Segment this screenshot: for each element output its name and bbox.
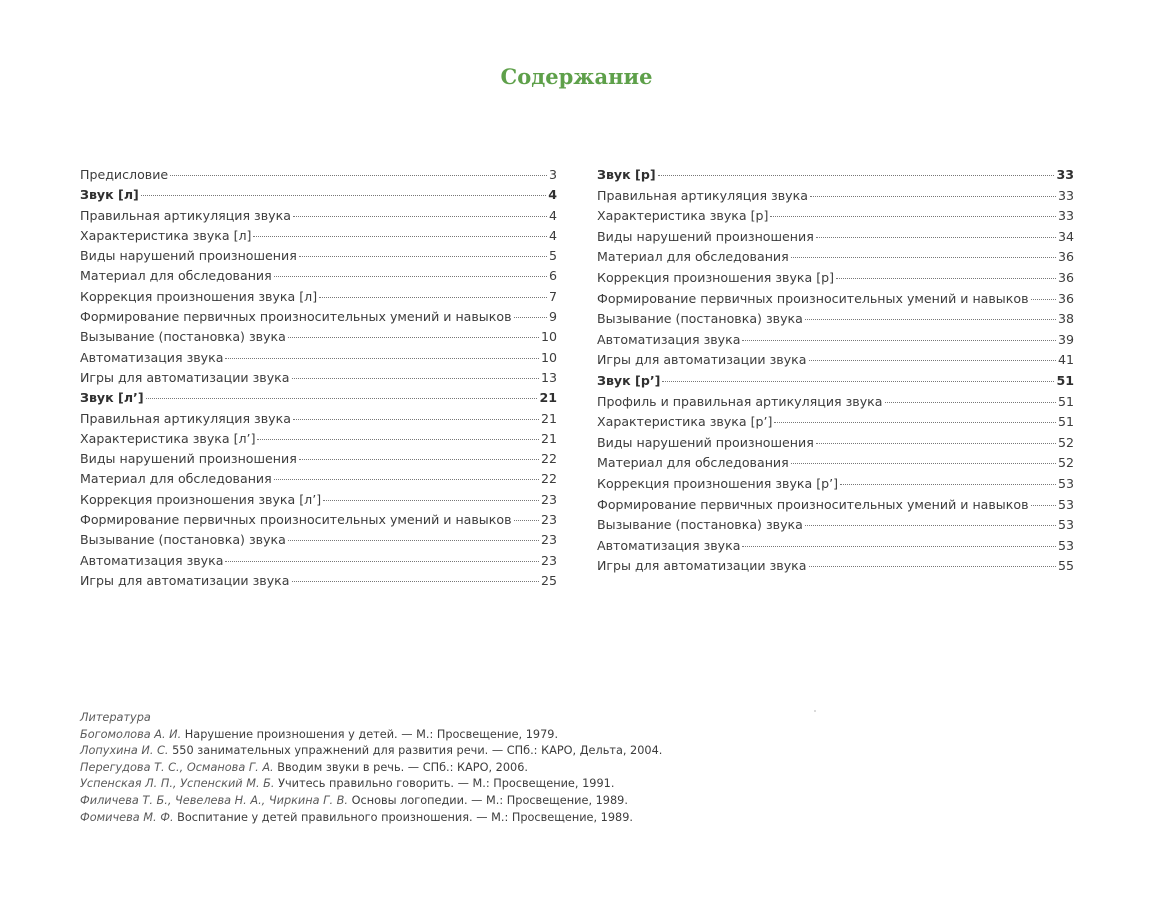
bibliography-author: Богомолова А. И. <box>80 727 182 741</box>
toc-entry-page-number: 34 <box>1057 228 1074 244</box>
toc-entry[interactable] <box>597 206 1074 227</box>
toc-dot-leader <box>658 175 1055 176</box>
toc-dot-leader <box>810 196 1056 197</box>
toc-entry-title: Звук [р] <box>597 167 656 182</box>
toc-entry-title: Игры для автоматизации звука <box>597 352 807 368</box>
toc-entry[interactable] <box>80 266 557 286</box>
toc-entry-page-number: 4 <box>548 187 557 203</box>
bibliography-entry <box>80 793 780 810</box>
toc-entry-page-number: 36 <box>1057 269 1074 285</box>
toc-entry-page-number: 52 <box>1057 455 1074 471</box>
toc-entry-title: Коррекция произношения звука [р] <box>597 269 835 285</box>
toc-entry-title: Формирование первичных произносительных умений и навыков <box>597 496 1029 512</box>
toc-entry-page-number: 22 <box>540 471 557 487</box>
toc-entry[interactable] <box>597 227 1074 248</box>
toc-dot-leader <box>1031 505 1056 506</box>
toc-entry-title: Коррекция произношения звука [р’] <box>597 475 839 491</box>
toc-entry-title: Материал для обследования <box>80 268 272 284</box>
toc-entry-page-number: 38 <box>1057 311 1074 327</box>
toc-entry-page-number: 10 <box>540 329 557 345</box>
bibliography-citation: 550 занимательных упражнений для развития речи. — СПб.: КАРО, Дельта, 2004. <box>168 744 663 758</box>
toc-entry[interactable] <box>80 327 557 347</box>
bibliography-entry <box>80 727 780 744</box>
toc-entry-page-number: 51 <box>1056 372 1074 388</box>
toc-entry-page-number: 4 <box>548 207 557 223</box>
toc-entry-page-number: 33 <box>1057 208 1074 224</box>
toc-entry-title: Характеристика звука [л’] <box>80 430 256 446</box>
toc-dot-leader <box>274 276 547 277</box>
bibliography-author: Успенская Л. П., Успенский М. Б. <box>80 777 275 791</box>
toc-entry[interactable] <box>80 409 557 429</box>
toc-entry[interactable] <box>80 246 557 266</box>
toc-entry[interactable] <box>80 551 557 571</box>
toc-entry[interactable] <box>597 165 1074 186</box>
toc-entry[interactable] <box>80 429 557 449</box>
toc-entry[interactable] <box>80 469 557 489</box>
toc-entry-title: Виды нарушений произношения <box>80 248 297 264</box>
toc-entry[interactable] <box>597 515 1074 536</box>
toc-entry[interactable] <box>597 453 1074 474</box>
toc-entry-page-number: 23 <box>540 491 557 507</box>
toc-dot-leader <box>292 378 539 379</box>
toc-left-column <box>80 165 557 591</box>
toc-entry-title: Вызывание (постановка) звука <box>80 532 286 548</box>
toc-entry[interactable] <box>80 571 557 591</box>
toc-entry-page-number: 23 <box>540 512 557 528</box>
toc-entry-title: Автоматизация звука <box>597 537 741 553</box>
toc-entry-title: Формирование первичных произносительных умений и навыков <box>597 290 1029 306</box>
toc-dot-leader <box>288 337 539 338</box>
toc-dot-leader <box>514 520 539 521</box>
toc-entry-page-number: 52 <box>1057 434 1074 450</box>
toc-entry[interactable] <box>597 247 1074 268</box>
toc-entry[interactable] <box>597 392 1074 413</box>
toc-entry-title: Игры для автоматизации звука <box>80 369 290 385</box>
toc-dot-leader <box>146 398 538 399</box>
toc-entry-page-number: 6 <box>548 268 557 284</box>
toc-entry[interactable] <box>80 530 557 550</box>
toc-entry-page-number: 7 <box>548 288 557 304</box>
toc-entry[interactable] <box>597 186 1074 207</box>
toc-dot-leader <box>299 459 539 460</box>
toc-entry-page-number: 5 <box>548 248 557 264</box>
page-title: Содержание <box>500 64 653 89</box>
toc-entry[interactable] <box>597 433 1074 454</box>
toc-entry-title: Характеристика звука [л] <box>80 227 252 243</box>
bibliography-citation: Учитесь правильно говорить. — М.: Просвещение, 1991. <box>274 777 615 791</box>
toc-entry-page-number: 3 <box>548 167 557 182</box>
bibliography-author: Перегудова Т. С., Османова Г. А. <box>80 760 274 774</box>
toc-entry-title: Виды нарушений произношения <box>597 434 814 450</box>
toc-entry[interactable] <box>80 185 557 205</box>
toc-entry-page-number: 33 <box>1056 167 1074 182</box>
bibliography-heading: Литература <box>80 711 151 724</box>
toc-dot-leader <box>791 463 1056 464</box>
toc-entry-page-number: 55 <box>1057 558 1074 574</box>
bibliography-author: Фомичева М. Ф. <box>80 810 174 824</box>
toc-entry-title: Профиль и правильная артикуляция звука <box>597 393 883 409</box>
toc-dot-leader <box>816 443 1056 444</box>
toc-entry[interactable] <box>597 268 1074 289</box>
toc-entry-page-number: 33 <box>1057 187 1074 203</box>
toc-entry-page-number: 36 <box>1057 290 1074 306</box>
toc-entry-page-number: 36 <box>1057 249 1074 265</box>
toc-entry-page-number: 9 <box>548 309 557 325</box>
toc-entry-title: Характеристика звука [р’] <box>597 414 773 430</box>
toc-dot-leader <box>1031 299 1056 300</box>
bibliography <box>80 710 780 826</box>
toc-dot-leader <box>299 256 547 257</box>
toc-entry-title: Вызывание (постановка) звука <box>80 329 286 345</box>
toc-entry-title: Характеристика звука [р] <box>597 208 769 224</box>
toc-entry[interactable] <box>80 368 557 388</box>
toc-entry[interactable] <box>80 348 557 368</box>
toc-entry-title: Игры для автоматизации звука <box>80 572 290 588</box>
toc-entry[interactable] <box>80 449 557 469</box>
toc-entry-page-number: 21 <box>540 430 557 446</box>
toc-entry[interactable] <box>597 330 1074 351</box>
toc-dot-leader <box>253 236 547 237</box>
toc-entry-title: Автоматизация звука <box>597 331 741 347</box>
toc-entry-page-number: 39 <box>1057 331 1074 347</box>
toc-entry-page-number: 41 <box>1057 352 1074 368</box>
toc-dot-leader <box>170 175 547 176</box>
toc-dot-leader <box>141 195 546 196</box>
toc-entry-title: Звук [л’] <box>80 390 144 406</box>
toc-entry-title: Виды нарушений произношения <box>80 451 297 467</box>
toc-entry-title: Звук [л] <box>80 187 139 203</box>
toc-entry-title: Вызывание (постановка) звука <box>597 311 803 327</box>
bibliography-author: Лопухина И. С. <box>80 744 169 758</box>
toc-entry-title: Формирование первичных произносительных умений и навыков <box>80 512 512 528</box>
toc-entry[interactable] <box>597 350 1074 371</box>
toc-entry-page-number: 21 <box>539 390 557 406</box>
toc-entry-page-number: 53 <box>1057 537 1074 553</box>
toc-entry-page-number: 22 <box>540 451 557 467</box>
toc-dot-leader <box>288 540 539 541</box>
toc-dot-leader <box>742 546 1056 547</box>
bibliography-citation: Нарушение произношения у детей. — М.: Просвещение, 1979. <box>181 727 559 741</box>
toc-entry-title: Автоматизация звука <box>80 349 224 365</box>
toc-entry-title: Материал для обследования <box>597 455 789 471</box>
toc-dot-leader <box>319 297 547 298</box>
toc-entry[interactable] <box>597 556 1074 577</box>
toc-dot-leader <box>514 317 547 318</box>
bibliography-entry <box>80 776 780 793</box>
speck-mark <box>814 710 816 712</box>
toc-entry-title: Виды нарушений произношения <box>597 228 814 244</box>
toc-dot-leader <box>257 439 538 440</box>
toc-entry[interactable] <box>80 490 557 510</box>
bibliography-entry <box>80 810 780 827</box>
toc-dot-leader <box>292 581 539 582</box>
toc-entry-title: Игры для автоматизации звука <box>597 558 807 574</box>
toc-entry[interactable] <box>597 309 1074 330</box>
toc-entry[interactable] <box>597 536 1074 557</box>
toc-dot-leader <box>662 381 1054 382</box>
toc-dot-leader <box>770 216 1056 217</box>
toc-entry[interactable] <box>80 388 557 408</box>
toc-entry-title: Формирование первичных произносительных умений и навыков <box>80 309 512 325</box>
toc-dot-leader <box>323 500 539 501</box>
toc-entry-page-number: 51 <box>1057 414 1074 430</box>
toc-dot-leader <box>742 340 1056 341</box>
toc-dot-leader <box>225 358 539 359</box>
toc-dot-leader <box>805 319 1056 320</box>
toc-entry-title: Вызывание (постановка) звука <box>597 517 803 533</box>
toc-entry-page-number: 51 <box>1057 393 1074 409</box>
toc-dot-leader <box>293 419 539 420</box>
toc-entry[interactable] <box>597 289 1074 310</box>
toc-entry[interactable] <box>597 474 1074 495</box>
bibliography-entry <box>80 760 780 777</box>
bibliography-citation: Основы логопедии. — М.: Просвещение, 1989. <box>348 793 628 807</box>
toc-dot-leader <box>840 484 1056 485</box>
toc-right-column <box>597 165 1074 577</box>
bibliography-entry <box>80 743 780 760</box>
toc-dot-leader <box>293 216 547 217</box>
bibliography-citation: Вводим звуки в речь. — СПб.: КАРО, 2006. <box>273 760 529 774</box>
toc-entry-title: Коррекция произношения звука [л’] <box>80 491 322 507</box>
toc-entry[interactable] <box>80 287 557 307</box>
toc-dot-leader <box>791 257 1056 258</box>
toc-dot-leader <box>809 360 1056 361</box>
toc-entry-title: Правильная артикуляция звука <box>80 207 291 223</box>
toc-entry[interactable] <box>80 206 557 226</box>
toc-entry-title: Материал для обследования <box>80 471 272 487</box>
toc-entry-page-number: 53 <box>1057 475 1074 491</box>
toc-entry-page-number: 13 <box>540 369 557 385</box>
toc-entry-title: Правильная артикуляция звука <box>80 410 291 426</box>
bibliography-citation: Воспитание у детей правильного произношения. — М.: Просвещение, 1989. <box>173 810 634 824</box>
toc-dot-leader <box>816 237 1056 238</box>
toc-entry[interactable] <box>597 495 1074 516</box>
toc-entry-title: Материал для обследования <box>597 249 789 265</box>
toc-entry[interactable] <box>597 412 1074 433</box>
toc-dot-leader <box>274 479 539 480</box>
toc-dot-leader <box>805 525 1056 526</box>
toc-entry[interactable] <box>80 510 557 530</box>
toc-dot-leader <box>774 422 1056 423</box>
toc-entry[interactable] <box>80 165 557 185</box>
toc-entry-page-number: 23 <box>540 552 557 568</box>
toc-entry[interactable] <box>80 307 557 327</box>
toc-entry-title: Коррекция произношения звука [л] <box>80 288 318 304</box>
toc-entry-page-number: 53 <box>1057 496 1074 512</box>
toc-entry-page-number: 23 <box>540 532 557 548</box>
toc-entry-page-number: 10 <box>540 349 557 365</box>
toc-entry-title: Звук [р’] <box>597 372 661 388</box>
toc-entry-page-number: 25 <box>540 572 557 588</box>
toc-entry[interactable] <box>80 226 557 246</box>
toc-entry-title: Предисловие <box>80 167 169 182</box>
toc-dot-leader <box>809 566 1056 567</box>
toc-entry-page-number: 4 <box>548 227 557 243</box>
toc-entry[interactable] <box>597 371 1074 392</box>
toc-entry-title: Автоматизация звука <box>80 552 224 568</box>
toc-dot-leader <box>836 278 1056 279</box>
toc-entry-page-number: 21 <box>540 410 557 426</box>
toc-entry-page-number: 53 <box>1057 517 1074 533</box>
bibliography-author: Филичева Т. Б., Чевелева Н. А., Чиркина Г. В. <box>80 793 348 807</box>
toc-entry-title: Правильная артикуляция звука <box>597 187 808 203</box>
toc-dot-leader <box>225 561 539 562</box>
toc-dot-leader <box>885 402 1056 403</box>
